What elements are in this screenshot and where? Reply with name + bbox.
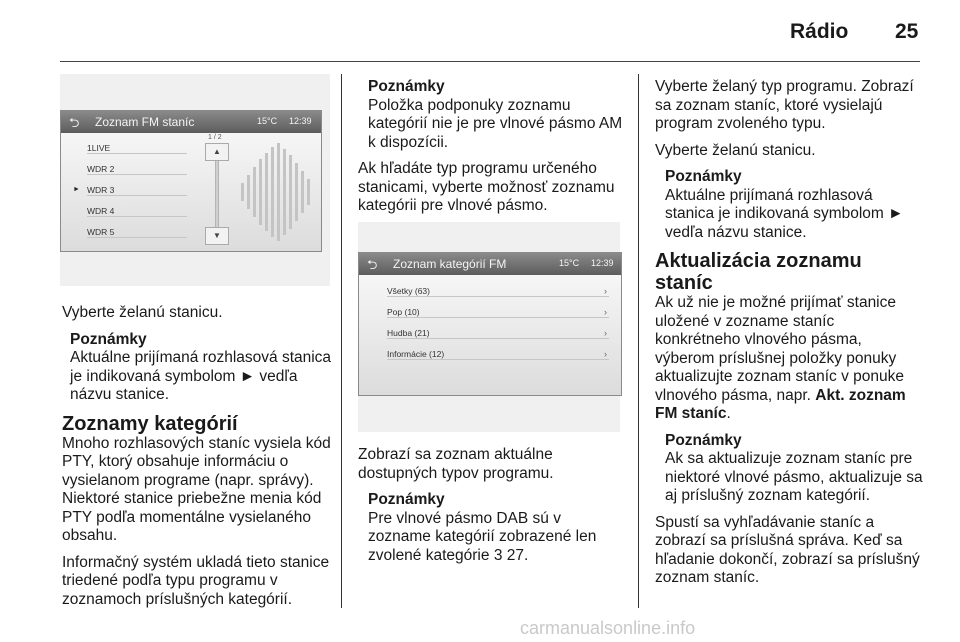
active-station-marker-icon: ►: [73, 186, 80, 193]
paragraph: Vyberte želanú stanicu.: [62, 304, 223, 321]
figure-fm-category-list: [358, 222, 620, 432]
screen-title: Zoznam kategórií FM: [393, 257, 507, 271]
category-row[interactable]: Hudba (21): [387, 328, 609, 339]
note-title: Poznámky: [70, 330, 147, 348]
note-title: Poznámky: [368, 78, 445, 95]
column-divider-2: [638, 74, 639, 608]
header-rule: [60, 61, 920, 62]
column-2-bottom: [358, 446, 628, 573]
screen-station-list: [60, 110, 322, 252]
chevron-right-icon: ›: [604, 328, 607, 338]
paragraph-end: .: [726, 405, 731, 422]
note-box: [358, 78, 628, 152]
chevron-right-icon: ›: [604, 349, 607, 359]
back-arrow-icon[interactable]: ⮌: [69, 115, 80, 130]
column-3: [655, 78, 923, 596]
note-box: [655, 432, 923, 506]
column-2-top: [358, 78, 628, 224]
note-text: Položka podponuky zoznamu kategórií nie je pre vlnové pásmo AM k dispozícii.: [368, 96, 623, 151]
clock: 12:39: [591, 258, 614, 268]
page-section-title: Rádio: [790, 20, 849, 43]
chevron-right-icon: ›: [604, 286, 607, 296]
note-text: Aktuálne prijímaná rozhlasová stanica je indikovaná symbolom ► vedľa názvu stanice.: [665, 186, 904, 241]
scroll-down-button[interactable]: ▼: [205, 227, 229, 245]
column-divider-1: [341, 74, 342, 608]
paragraph: Ak hľadáte typ programu určeného stanicami, vyberte možnosť zoznamu kategórii pre vlnové pásmo.: [358, 160, 615, 214]
category-row[interactable]: Všetky (63): [387, 286, 609, 297]
scroll-up-button[interactable]: ▲: [205, 143, 229, 161]
note-title: Poznámky: [368, 491, 445, 508]
screen-body: [61, 133, 321, 251]
screen-title-bar: [359, 253, 621, 275]
note-title: Poznámky: [665, 431, 742, 449]
page-number: 25: [895, 20, 919, 43]
paragraph: Vyberte želaný typ programu. Zobrazí sa zoznam staníc, ktoré vysielajú program zvoleného typu.: [655, 78, 914, 132]
paragraph: Informačný systém ukladá tieto stanice triedené podľa typu programu v zoznamoch príslušných kategórií.: [62, 553, 330, 608]
paragraph: Spustí sa vyhľadávanie staníc a zobrazí sa príslušná správa. Keď sa hľadanie dokončí, zobrazí sa príslušný zoznam staníc.: [655, 513, 920, 586]
heading-category-lists: Zoznamy kategórií: [62, 412, 238, 435]
paragraph: Mnoho rozhlasových staníc vysiela kód PTY, ktorý obsahuje informáciu o vysielanom programe (napr. správy). Niektoré stanice priebežne menia kód PTY podľa momentálne vysielaného obsahu.: [62, 434, 331, 544]
station-row[interactable]: WDR 3: [87, 185, 187, 196]
paragraph: Zobrazí sa zoznam aktuálne dostupných typov programu.: [358, 446, 554, 482]
note-text: Pre vlnové pásmo DAB sú v zozname kategórií zobrazené len zvolené kategórie: [368, 509, 597, 564]
heading-station-list-update: Aktualizácia zoznamu staníc: [655, 250, 862, 294]
note-text: Aktuálne prijímaná rozhlasová stanica je indikovaná symbolom ► vedľa názvu stanice.: [70, 349, 332, 403]
column-1: [62, 304, 332, 617]
station-row[interactable]: WDR 2: [87, 164, 187, 175]
note-title: Poznámky: [665, 168, 742, 185]
paragraph: [655, 294, 923, 424]
temperature: 15°C: [257, 116, 278, 126]
note-box: [62, 331, 332, 405]
screen-body: [359, 275, 621, 395]
page-indicator: 1 / 2: [208, 134, 222, 141]
clock: 12:39: [289, 116, 312, 126]
note-box: [358, 491, 628, 565]
station-row[interactable]: 1LIVE: [87, 143, 187, 154]
screen-title: Zoznam FM staníc: [95, 115, 195, 129]
note-box: [655, 168, 923, 242]
audio-wave-graphic: [239, 139, 313, 245]
category-row[interactable]: Pop (10): [387, 307, 609, 318]
station-row[interactable]: WDR 5: [87, 227, 187, 238]
watermark: carmanualsonline.info: [520, 618, 696, 638]
chevron-right-icon: ›: [604, 307, 607, 317]
page-reference[interactable]: 3 27.: [493, 546, 529, 564]
temperature: 15°C: [559, 258, 580, 268]
screen-category-list: [358, 252, 622, 396]
menu-item-reference: Akt. zoznam FM staníc: [655, 386, 906, 422]
back-arrow-icon[interactable]: ⮌: [367, 257, 378, 272]
figure-fm-station-list: [60, 74, 330, 286]
paragraph: Vyberte želanú stanicu.: [655, 141, 816, 159]
screen-title-bar: [61, 111, 321, 133]
station-row[interactable]: WDR 4: [87, 206, 187, 217]
category-row[interactable]: Informácie (12): [387, 349, 609, 360]
paragraph-text: Ak už nie je možné prijímať stanice uložené v zozname staníc konkrétneho vlnového pásma, výberom príslušnej položky ponuky aktualizujte zoznam staníc v ponuke vlnového pásma, napr.: [655, 294, 904, 404]
note-text: Ak sa aktualizuje zoznam staníc pre niektoré vlnové pásmo, aktualizuje sa aj príslušný zoznam kategórií.: [665, 450, 923, 504]
